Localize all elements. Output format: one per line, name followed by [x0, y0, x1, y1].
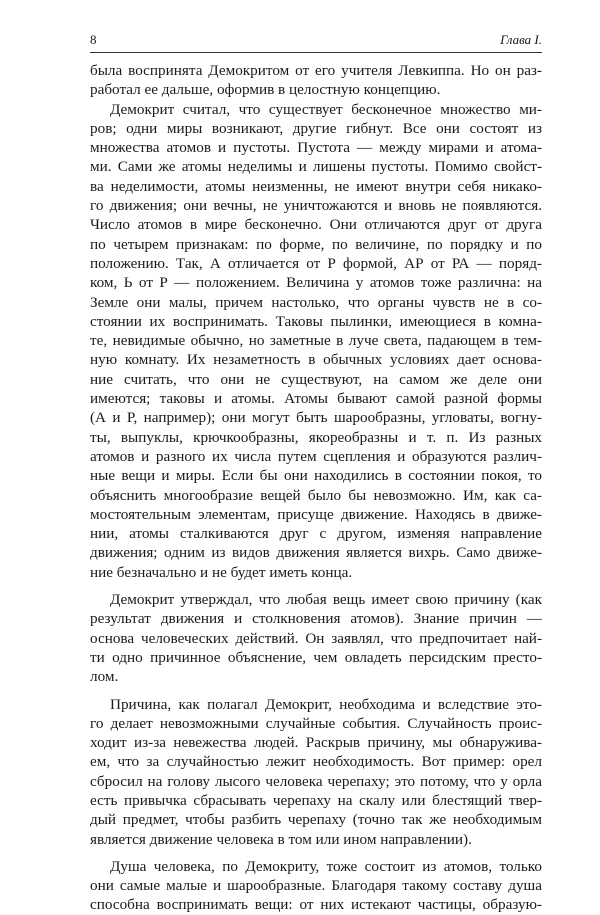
text-line: была воспринята Демокритом от его учителя Левкиппа. Но он раз-: [90, 62, 542, 79]
text-line: мостоятельным элементам, присуще движение. Находясь в движе-: [90, 505, 542, 523]
text-line: Земле они малы, причем настолько, что органы чувств не в со-: [90, 293, 542, 311]
text-line: по четырем признакам: по форме, по величине, по порядку и по: [90, 235, 542, 253]
running-head: [90, 30, 542, 50]
text-line: стоянии их воспринимать. Таковы пылинки, имеющиеся в комна-: [90, 312, 542, 330]
text-line: результат движения и столкновения атомов). Знание причин —: [90, 610, 542, 628]
text-line: является движение человека в том или ином направлении).: [90, 830, 472, 848]
paragraph: [90, 590, 542, 686]
text-line: имеются; таковы и атомы. Атомы бывают самой разной формы: [90, 390, 542, 408]
text-line: Демокрит считал, что существует бесконечное множество ми-: [110, 100, 542, 118]
text-line: есть привычка сбрасывать черепаху на скалу или блестящий твер-: [90, 791, 542, 809]
text-line: ем, что за случайностью лежит необходимость. Вот пример: орел: [90, 753, 542, 771]
text-line: Число атомов в мире бесконечно. Они отличаются друг от друга: [90, 216, 542, 234]
paragraph: [90, 857, 542, 915]
text-line: движения; одним из видов движения является вихрь. Само движе-: [90, 544, 542, 562]
page-number: 8: [90, 32, 97, 47]
text-line: лом.: [90, 668, 119, 686]
text-line: нии, атомы сталкиваются друг с другом, изменяя направление: [90, 525, 542, 543]
text-line: го делает невозможными случайные события. Случайность проис-: [90, 714, 542, 732]
text-line: ную комнату. Их незаметность в обычных условиях дает основа-: [90, 351, 542, 369]
chapter-label: Глава I.: [500, 32, 542, 47]
header-divider: [90, 52, 542, 53]
text-line: те, невидимые обычно, но заметные в луче света, падающем в тем-: [90, 332, 542, 350]
text-line: они самые малые и шарообразные. Благодаря такому составу душа: [90, 877, 542, 895]
text-line: (А и Р, например); они могут быть шарообразны, угловаты, вогну-: [90, 409, 542, 427]
text-line: ние считать, что они не существуют, на самом же деле они: [90, 370, 542, 388]
text-line: дый предмет, чтобы разбить черепаху (точно так же необходимым: [90, 811, 542, 829]
text-line: ров; одни миры возникают, другие гибнут. Все они состоят из: [90, 119, 542, 137]
text-line: положению. Так, А отличается от Р формой, АР от РА — поряд-: [90, 254, 542, 272]
text-line: ходит из-за невежества людей. Раскрыв причину, мы обнаружива-: [90, 734, 542, 752]
text-line: го движения; они вечны, не уничтожаются и вновь не появляются.: [90, 197, 542, 215]
text-line: работал ее дальше, оформив в целостную концепцию.: [90, 81, 441, 99]
paragraph: [90, 61, 542, 100]
text-line: ти одно причинное объяснение, чем овладеть персидским престо-: [90, 648, 542, 666]
text-line: Причина, как полагал Демокрит, необходима и вследствие это-: [110, 695, 542, 713]
text-line: ты, выпуклы, крючкообразны, якореобразны и т. п. Из разных: [90, 428, 542, 446]
text-line: ком, Ь от Р — положением. Величина у атомов тоже различна: на: [90, 274, 542, 292]
paragraph: [90, 695, 542, 849]
text-line: сбросил на голову лысого человека черепаху; это потому, что у орла: [90, 772, 542, 790]
text-line: ные вещи и миры. Если бы они находились в состоянии покоя, то: [90, 467, 542, 485]
text-line: ва неделимости, атомы неизменны, не имеют внутри себя никако-: [90, 177, 542, 195]
body-text: [90, 61, 542, 915]
text-line: Демокрит утверждал, что любая вещь имеет свою причину (как: [110, 591, 542, 609]
text-line: объяснить многообразие вещей было бы невозможно. Им, как са-: [90, 486, 542, 504]
text-line: основа человеческих действий. Он заявлял, что предпочитает най-: [90, 629, 542, 647]
paragraph: [90, 100, 542, 582]
text-line: Душа человека, по Демокриту, тоже состоит из атомов, только: [110, 857, 542, 875]
text-line: множества атомов и пустоты. Пустота — между мирами и атома-: [90, 139, 542, 157]
text-line: способна воспринимать вещи: от них истекают частицы, образую-: [90, 896, 542, 914]
text-line: ние безначально и не будет иметь конца.: [90, 563, 353, 581]
text-line: атомов и разного их числа путем сцепления и образуются различ-: [90, 447, 542, 465]
text-line: ми. Сами же атомы неделимы и лишены пустоты. Помимо свойст-: [90, 158, 542, 176]
